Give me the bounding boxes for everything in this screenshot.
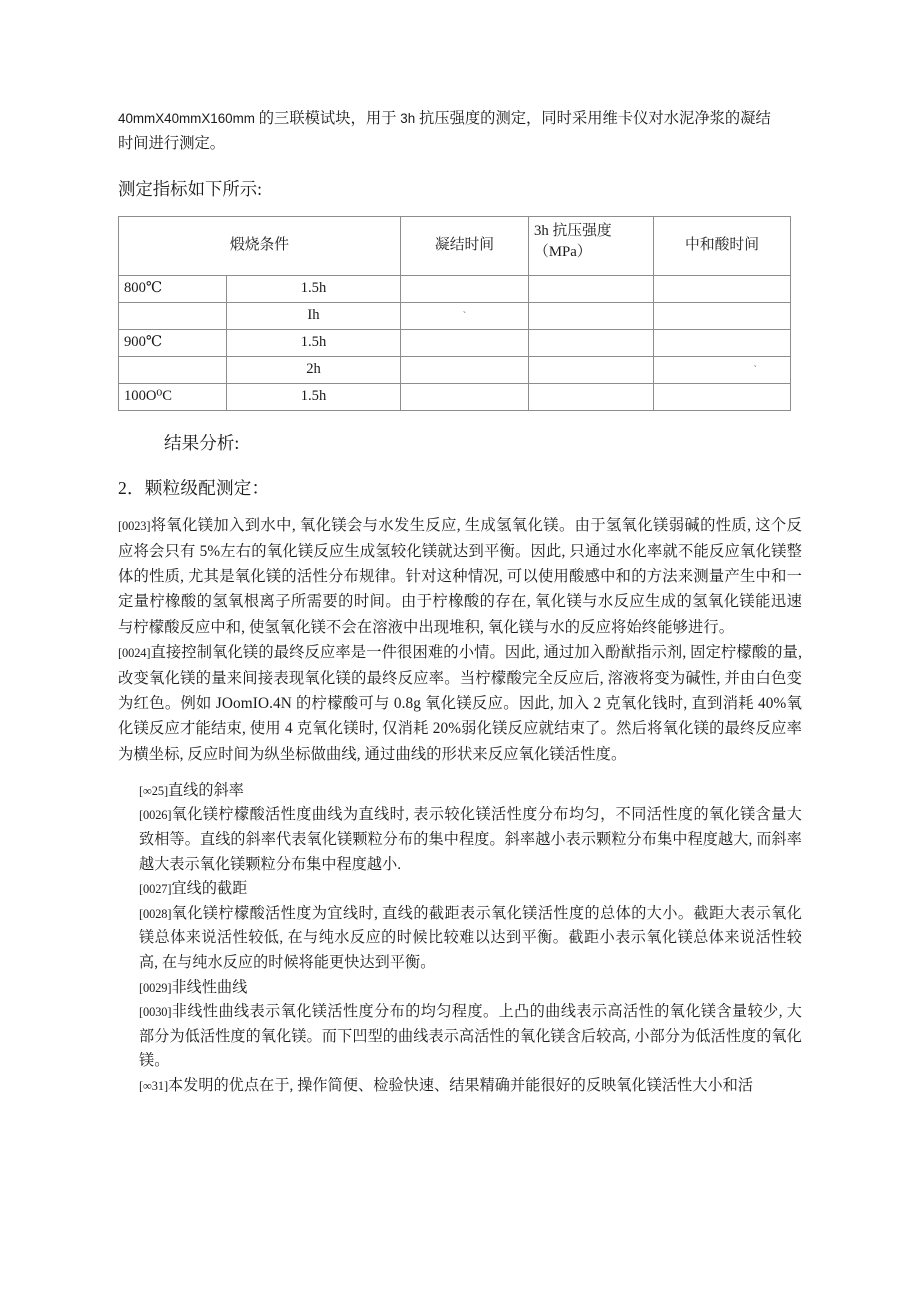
cell-duration: 1.5h xyxy=(227,329,401,356)
cell-duration: 1.5h xyxy=(227,383,401,410)
paragraph-id-0030: [0030] xyxy=(139,1005,172,1020)
paragraph-id-0026: [0026] xyxy=(139,808,172,823)
cell-temp xyxy=(119,302,227,329)
page-content xyxy=(118,106,802,1099)
cell-temp xyxy=(119,356,227,383)
paragraph-text-0023: 将氧化镁加入到水中, 氧化镁会与水发生反应, 生成氢氧化镁。由于氢氧化镁弱碱的性质, 这个反应将会只有 5%左右的氧化镁反应生成氢较化镁就达到平衡。因此, 只通过水化率就不能反应氧化镁整体的性质, 尤其是氧化镁的活性分布规律。针对这种情况, 可以使用酸感中和的方法来测量产生中和一定量柠橡酸的氢氧根离子所需要的时间。由于柠橡酸的存在, 氧化镁与水反应生成的氢氧化镁能迅速与柠檬酸反应中和, 使氢氧化镁不会在溶液中出现堆积, 氧化镁与水的反应将始终能够进行。 xyxy=(118,516,802,636)
measurement-table xyxy=(118,216,791,411)
cell-duration: 1.5h xyxy=(227,275,401,302)
measurement-table-wrapper xyxy=(118,216,790,411)
indented-paragraph-block xyxy=(139,779,802,1099)
intro-dimension-text: 40mmX40mmX160mm xyxy=(118,111,255,126)
table-row xyxy=(119,275,791,302)
cell-acid-time xyxy=(654,275,791,302)
paragraph-text-0030: 非线性曲线表示氧化镁活性度分布的均匀程度。上凸的曲线表示高活性的氧化镁含量较少, 大部分为低活性度的氧化镁。而下凹型的曲线表示高活性的氧化镁含后较高, 小部分为低活性度的氧化镁。 xyxy=(139,1004,802,1070)
table-header-strength: 3h 抗压强度（MPa） xyxy=(529,216,654,275)
paragraph-text-0025: 直线的斜率 xyxy=(167,782,244,799)
paragraph-id-0023: [0023] xyxy=(118,518,151,533)
paragraph-text-0024: 直接控制氧化镁的最终反应率是一件很困难的小情。因此, 通过加入酚猷指示剂, 固定柠檬酸的量, 改变氧化镁的量来间接表现氧化镁的最终反应率。当柠檬酸完全反应后, 溶液将变为碱性, 并由白色变为红色。例如 JOomIO.4N 的柠檬酸可与 0.8g 氧化镁反应。因此, 加入 2 克氧化钱时, 直到消耗 40%氧化镁反应才能结束, 使用 4 克氧化镁时, 仅消耗 20%弱化镁反应就结束了。然后将氧化镁的最终反应率为横坐标, 反应时间为纵坐标做曲线, 通过曲线的形状来反应氧化镁活性度。 xyxy=(118,643,802,763)
table-row xyxy=(119,302,791,329)
table-header-acid-time: 中和酸时间 xyxy=(654,216,791,275)
intro-paragraph xyxy=(118,106,802,157)
cell-acid-time xyxy=(654,302,791,329)
paragraph-0025 xyxy=(139,779,802,804)
result-analysis-label: 结果分析: xyxy=(164,432,240,453)
cell-temp: 800℃ xyxy=(119,275,227,302)
cell-strength xyxy=(529,383,654,410)
intro-line1-rest: 的三联模试块，用于 xyxy=(254,110,401,127)
measure-index-label: 测定指标如下所示: xyxy=(118,178,262,199)
paragraph-id-0029: [0029] xyxy=(139,980,172,995)
section-2-title: 2．颗粒级配测定： xyxy=(118,477,270,498)
cell-strength xyxy=(529,356,654,383)
cell-duration: 2h xyxy=(227,356,401,383)
cell-strength xyxy=(529,275,654,302)
paragraph-text-0028: 氧化镁柠檬酸活性度为宜线时, 直线的截距表示氧化镁活性度的总体的大小。截距大表示氧化镁总体来说活性较低, 在与纯水反应的时候比较难以达到平衡。截距小表示氧化镁总体来说活性较高, 在与纯水反应的时候将能更快达到平衡。 xyxy=(139,905,802,971)
cell-setting-time xyxy=(401,329,529,356)
cell-tick-mark: ` xyxy=(462,309,467,322)
paragraph-id-0028: [0028] xyxy=(139,906,172,921)
cell-setting-time xyxy=(401,275,529,302)
cell-setting-time xyxy=(401,302,529,329)
cell-duration: Ih xyxy=(227,302,401,329)
cell-strength xyxy=(529,329,654,356)
paragraph-0026 xyxy=(139,803,802,877)
cell-temp: 100O⁰C xyxy=(119,383,227,410)
table-header-condition: 煅烧条件 xyxy=(119,216,401,275)
paragraph-id-0025: [∞25] xyxy=(139,783,168,798)
paragraph-0031 xyxy=(139,1074,802,1099)
table-row xyxy=(119,356,791,383)
table-header-setting-time: 凝结时间 xyxy=(401,216,529,275)
cell-acid-time xyxy=(654,383,791,410)
cell-acid-time xyxy=(654,356,791,383)
paragraph-text-0027: 宜线的截距 xyxy=(171,881,248,898)
cell-tick-mark: ` xyxy=(753,363,758,376)
paragraph-id-0024: [0024] xyxy=(118,645,151,660)
paragraph-0029 xyxy=(139,976,802,1001)
table-header-row xyxy=(119,216,791,275)
table-row xyxy=(119,383,791,410)
paragraph-text-0029: 非线性曲线 xyxy=(171,979,248,996)
cell-setting-time xyxy=(401,383,529,410)
table-row xyxy=(119,329,791,356)
paragraph-text-0026: 氧化镁柠檬酸活性度曲线为直线时, 表示较化镁活性度分布均匀，不同活性度的氧化镁含量大致相等。直线的斜率代表氧化镁颗粒分布的集中程度。斜率越小表示颗粒分布集中程度越大, 而斜率越大表示氧化镁颗粒分布集中程度越小. xyxy=(139,807,802,873)
intro-line2: 时间进行测定。 xyxy=(118,135,226,153)
paragraph-0030 xyxy=(139,1000,802,1074)
cell-temp: 900℃ xyxy=(119,329,227,356)
cell-acid-time xyxy=(654,329,791,356)
paragraph-id-0031: [∞31] xyxy=(139,1078,168,1093)
cell-strength xyxy=(529,302,654,329)
paragraph-0024 xyxy=(118,640,802,767)
paragraph-text-0031: 本发明的优点在于, 操作简便、检验快速、结果精确并能很好的反映氧化镁活性大小和活 xyxy=(167,1077,754,1094)
paragraph-id-0027: [0027] xyxy=(139,882,172,897)
paragraph-0027 xyxy=(139,877,802,902)
intro-3h-text: 3h xyxy=(400,111,416,126)
cell-setting-time xyxy=(401,356,529,383)
paragraph-0028 xyxy=(139,902,802,976)
intro-line1-tail: 抗压强度的测定，同时采用维卡仪对水泥净浆的凝结 xyxy=(415,110,771,127)
paragraph-0023 xyxy=(118,513,802,640)
